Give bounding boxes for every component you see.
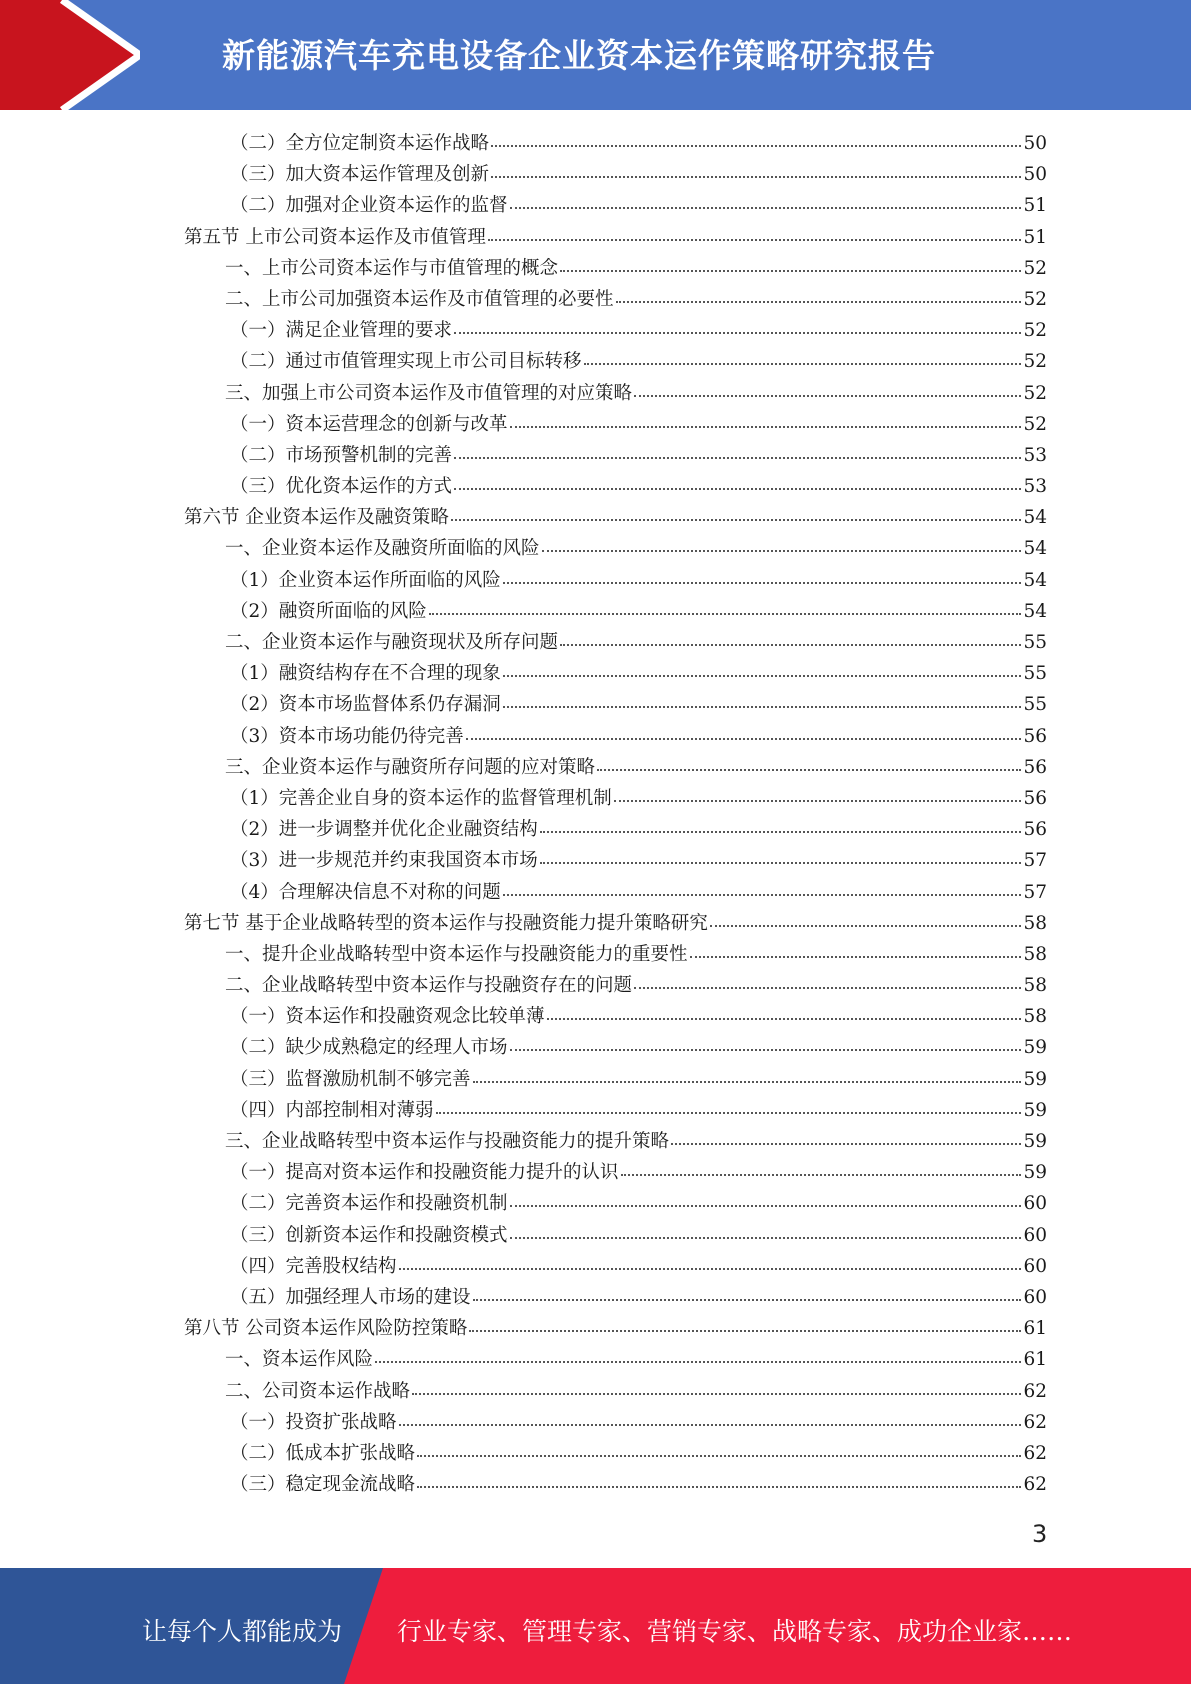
toc-dot-leader [451,518,1022,521]
toc-entry[interactable] [0,565,1191,596]
toc-dot-leader [597,768,1021,771]
toc-entry-page: 62 [1023,1380,1047,1402]
toc-entry[interactable] [0,596,1191,627]
toc-entry[interactable] [0,440,1191,471]
toc-entry-label: （1）企业资本运作所面临的风险 [230,569,501,591]
toc-entry[interactable] [0,1313,1191,1344]
toc-entry-page: 52 [1023,382,1047,404]
toc-entry-label: （一）资本运营理念的创新与改革 [230,413,508,435]
toc-entry-page: 60 [1023,1193,1047,1215]
toc-dot-leader [510,425,1022,428]
toc-dot-leader [510,1204,1022,1207]
toc-entry[interactable] [0,315,1191,346]
toc-dot-leader [466,737,1022,740]
toc-entry-page: 60 [1023,1286,1047,1308]
toc-entry-label: （二）完善资本运作和投融资机制 [230,1193,508,1215]
toc-dot-leader [412,1392,1021,1395]
table-of-contents [0,128,1191,1500]
toc-dot-leader [616,300,1022,303]
toc-entry[interactable] [0,1376,1191,1407]
toc-entry[interactable] [0,346,1191,377]
toc-entry[interactable] [0,190,1191,221]
toc-entry-label: （五）加强经理人市场的建设 [230,1286,471,1308]
toc-dot-leader [399,1267,1022,1270]
toc-entry-label: （三）创新资本运作和投融资模式 [230,1224,508,1246]
page-footer [0,1568,1191,1684]
toc-entry[interactable] [0,128,1191,159]
toc-entry-label: 第七节 基于企业战略转型的资本运作与投融资能力提升策略研究 [184,912,708,934]
toc-dot-leader [542,549,1022,552]
toc-entry-label: （二）通过市值管理实现上市公司目标转移 [230,351,582,373]
toc-entry-label: 第六节 企业资本运作及融资策略 [184,507,449,529]
toc-dot-leader [634,394,1021,397]
toc-entry-label: （二）市场预警机制的完善 [230,444,453,466]
toc-entry[interactable] [0,1064,1191,1095]
toc-dot-leader [503,893,1022,896]
toc-entry-label: （三）稳定现金流战略 [230,1474,416,1496]
toc-entry[interactable] [0,627,1191,658]
footer-slogan-right: 行业专家、管理专家、营销专家、战略专家、成功企业家…… [397,1617,1073,1646]
toc-entry-page: 55 [1023,663,1047,685]
toc-entry[interactable] [0,1157,1191,1188]
toc-entry-page: 62 [1023,1442,1047,1464]
toc-entry-label: （2）融资所面临的风险 [230,600,427,622]
toc-entry-label: （三）加大资本运作管理及创新 [230,164,490,186]
toc-dot-leader [540,830,1022,833]
toc-entry-page: 59 [1023,1068,1047,1090]
toc-dot-leader [614,799,1022,802]
toc-dot-leader [560,643,1021,646]
toc-dot-leader [710,924,1022,927]
toc-entry-label: 第八节 公司资本运作风险防控策略 [184,1318,468,1340]
toc-entry-label: （1）融资结构存在不合理的现象 [230,663,501,685]
toc-entry[interactable] [0,721,1191,752]
toc-dot-leader [503,581,1022,584]
toc-entry-label: 一、上市公司资本运作与市值管理的概念 [225,257,559,279]
toc-entry-label: （三）优化资本运作的方式 [230,476,453,498]
toc-entry-page: 54 [1023,538,1047,560]
toc-dot-leader [375,1360,1021,1363]
toc-entry-page: 58 [1023,975,1047,997]
toc-entry-page: 59 [1023,1162,1047,1184]
toc-entry-label: （一）提高对资本运作和投融资能力提升的认识 [230,1162,619,1184]
toc-entry[interactable] [0,1001,1191,1032]
toc-entry-label: （一）投资扩张战略 [230,1411,397,1433]
toc-entry[interactable] [0,1282,1191,1313]
toc-entry-page: 54 [1023,569,1047,591]
toc-dot-leader [560,269,1021,272]
toc-dot-leader [429,612,1022,615]
toc-entry-label: （一）资本运作和投融资观念比较单薄 [230,1006,545,1028]
toc-entry-label: （三）监督激励机制不够完善 [230,1068,471,1090]
toc-dot-leader [399,1423,1022,1426]
footer-slogan-left: 让每个人都能成为 [142,1617,343,1646]
toc-dot-leader [584,362,1022,365]
toc-entry-page: 50 [1023,133,1047,154]
toc-entry[interactable] [0,658,1191,689]
toc-dot-leader [454,456,1021,459]
toc-entry[interactable] [0,845,1191,876]
toc-entry-label: 三、企业战略转型中资本运作与投融资能力的提升策略 [225,1131,670,1152]
toc-entry-page: 56 [1023,756,1047,778]
toc-entry-label: 二、公司资本运作战略 [225,1380,411,1402]
report-title: 新能源汽车充电设备企业资本运作策略研究报告 [222,36,936,75]
red-arrow-decoration [0,0,140,110]
toc-dot-leader [473,1080,1022,1083]
toc-entry[interactable] [0,1095,1191,1126]
toc-entry-page: 52 [1023,288,1047,310]
toc-entry-label: 二、上市公司加强资本运作及市值管理的必要性 [225,288,614,310]
toc-entry-label: （二）缺少成熟稳定的经理人市场 [230,1037,508,1059]
toc-entry-page: 56 [1023,787,1047,809]
toc-dot-leader [503,705,1022,708]
toc-dot-leader [469,1329,1021,1332]
toc-entry-label: 二、企业资本运作与融资现状及所存问题 [225,632,559,653]
toc-entry[interactable] [0,689,1191,720]
toc-dot-leader [510,206,1022,209]
toc-dot-leader [417,1485,1021,1488]
toc-entry[interactable] [0,1438,1191,1469]
toc-entry[interactable] [0,970,1191,1001]
toc-entry-page: 51 [1023,195,1047,217]
toc-entry-label: 二、企业战略转型中资本运作与投融资存在的问题 [225,975,633,997]
toc-entry[interactable] [0,1251,1191,1282]
toc-entry-label: （四）内部控制相对薄弱 [230,1099,434,1121]
toc-entry-label: （二）加强对企业资本运作的监督 [230,195,508,217]
toc-entry-page: 52 [1023,413,1047,435]
toc-dot-leader [690,955,1022,958]
toc-entry-page: 62 [1023,1474,1047,1496]
toc-entry-page: 58 [1023,943,1047,965]
toc-entry[interactable] [0,1188,1191,1219]
toc-dot-leader [671,1142,1021,1145]
toc-entry-page: 57 [1023,881,1047,903]
page-header [0,0,1191,110]
toc-entry[interactable] [0,378,1191,409]
toc-entry-page: 60 [1023,1224,1047,1246]
toc-entry-page: 54 [1023,600,1047,622]
toc-entry[interactable] [0,159,1191,190]
page-number: 3 [1032,1520,1048,1548]
toc-entry-page: 56 [1023,725,1047,747]
toc-entry[interactable] [0,253,1191,284]
toc-entry-page: 52 [1023,257,1047,279]
toc-entry-page: 52 [1023,351,1047,373]
toc-entry[interactable] [0,1032,1191,1063]
toc-entry-label: （4）合理解决信息不对称的问题 [230,881,501,903]
toc-dot-leader [454,331,1021,334]
toc-entry-label: 一、提升企业战略转型中资本运作与投融资能力的重要性 [225,943,688,965]
toc-entry-label: （2）进一步调整并优化企业融资结构 [230,819,538,841]
toc-entry-label: （四）完善股权结构 [230,1255,397,1277]
toc-dot-leader [634,986,1021,989]
toc-entry-page: 57 [1023,850,1047,872]
toc-dot-leader [417,1454,1021,1457]
toc-entry-page: 56 [1023,819,1047,841]
toc-entry-label: 一、企业资本运作及融资所面临的风险 [225,538,540,560]
toc-entry-label: （3）资本市场功能仍待完善 [230,725,464,747]
toc-entry[interactable] [0,939,1191,970]
toc-entry-page: 61 [1023,1318,1047,1340]
toc-entry[interactable] [0,814,1191,845]
toc-entry-label: （一）满足企业管理的要求 [230,320,453,342]
toc-entry[interactable] [0,1407,1191,1438]
toc-entry[interactable] [0,471,1191,502]
toc-entry-page: 54 [1023,507,1047,529]
toc-entry-label: （3）进一步规范并约束我国资本市场 [230,850,538,872]
toc-entry[interactable] [0,284,1191,315]
toc-dot-leader [454,487,1021,490]
toc-entry[interactable] [0,533,1191,564]
toc-entry-page: 61 [1023,1349,1047,1371]
toc-entry-page: 53 [1023,476,1047,498]
toc-dot-leader [491,175,1021,178]
toc-entry[interactable] [0,1344,1191,1375]
toc-entry[interactable] [0,877,1191,908]
toc-dot-leader [547,1017,1022,1020]
toc-entry-page: 58 [1023,912,1047,934]
toc-dot-leader [621,1173,1022,1176]
toc-entry-label: （2）资本市场监督体系仍存漏洞 [230,694,501,716]
toc-entry[interactable] [0,502,1191,533]
toc-entry-page: 60 [1023,1255,1047,1277]
toc-entry[interactable] [0,1469,1191,1500]
toc-entry-page: 59 [1023,1131,1047,1152]
toc-entry-label: 第五节 上市公司资本运作及市值管理 [184,226,486,248]
toc-entry-page: 59 [1023,1099,1047,1121]
toc-entry-label: （1）完善企业自身的资本运作的监督管理机制 [230,787,612,809]
toc-entry-page: 53 [1023,444,1047,466]
toc-dot-leader [436,1111,1022,1114]
toc-entry-page: 55 [1023,632,1047,653]
toc-dot-leader [510,1236,1022,1239]
toc-entry-label: 三、企业资本运作与融资所存问题的应对策略 [225,756,596,778]
toc-entry-label: 一、资本运作风险 [225,1349,374,1371]
toc-entry[interactable] [0,908,1191,939]
toc-dot-leader [503,674,1022,677]
toc-entry-page: 52 [1023,320,1047,342]
toc-entry-page: 50 [1023,164,1047,186]
toc-entry[interactable] [0,1126,1191,1157]
toc-entry[interactable] [0,752,1191,783]
toc-dot-leader [540,861,1022,864]
toc-entry[interactable] [0,783,1191,814]
toc-dot-leader [510,1048,1022,1051]
toc-entry-page: 51 [1023,226,1047,248]
toc-entry[interactable] [0,409,1191,440]
toc-entry-page: 62 [1023,1411,1047,1433]
toc-entry-label: （二）全方位定制资本运作战略 [230,133,490,154]
toc-dot-leader [491,144,1021,147]
toc-entry-page: 55 [1023,694,1047,716]
toc-entry-page: 58 [1023,1006,1047,1028]
toc-dot-leader [473,1298,1022,1301]
toc-entry-label: 三、加强上市公司资本运作及市值管理的对应策略 [225,382,633,404]
toc-entry[interactable] [0,1220,1191,1251]
toc-entry[interactable] [0,222,1191,253]
toc-entry-label: （二）低成本扩张战略 [230,1442,416,1464]
toc-entry-page: 59 [1023,1037,1047,1059]
toc-dot-leader [488,238,1022,241]
